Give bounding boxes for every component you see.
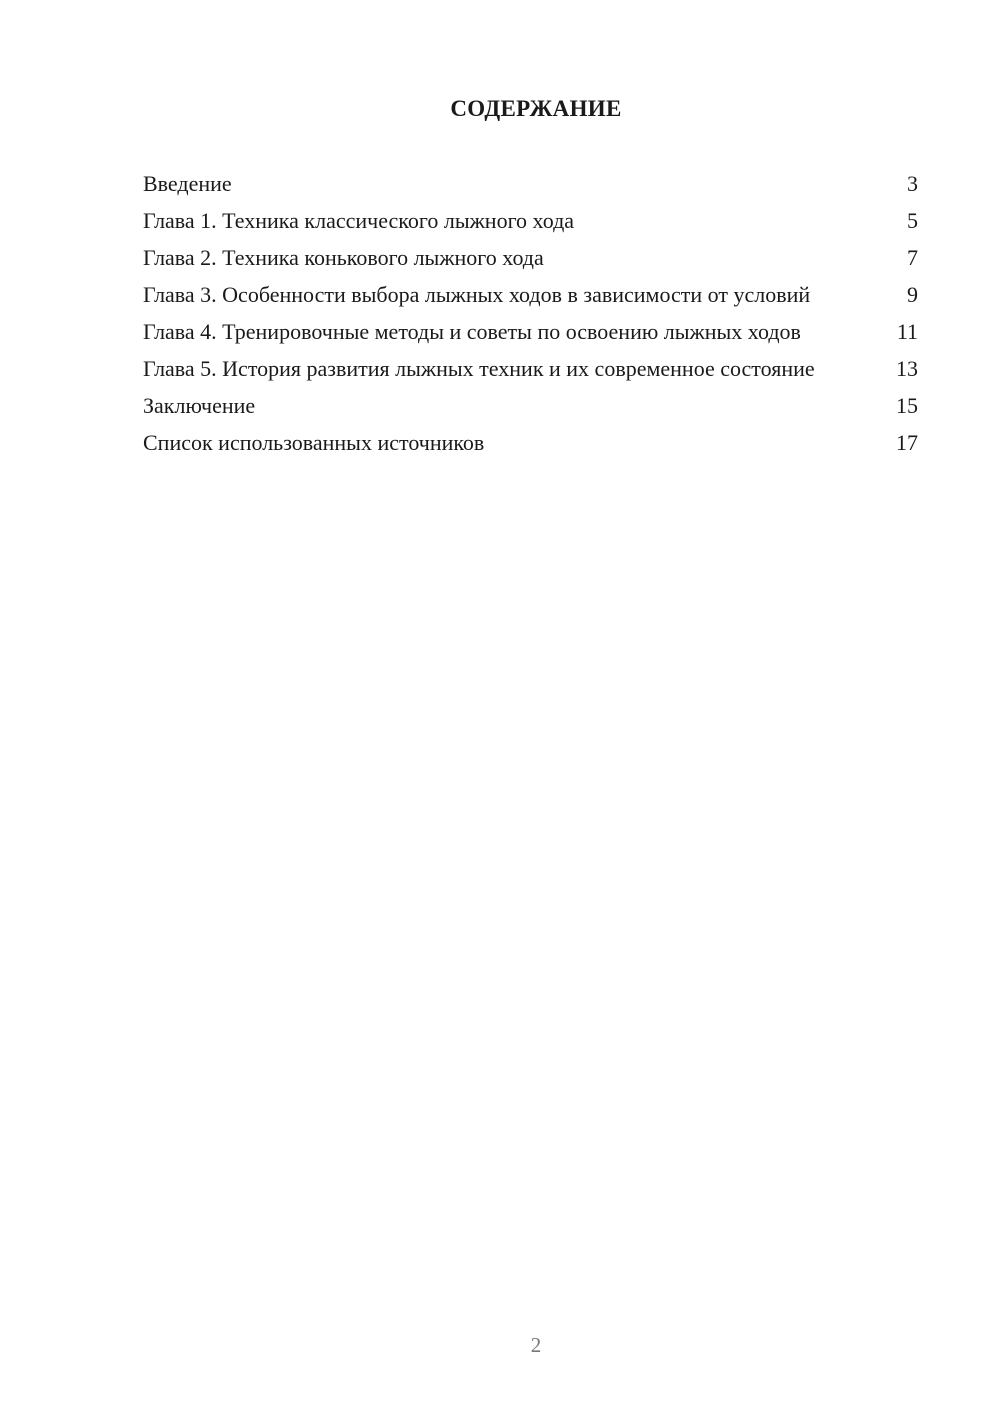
toc-entry-label: Глава 2. Техника конькового лыжного хода xyxy=(143,245,544,270)
toc-entry xyxy=(143,207,918,234)
toc-entry-page: 13 xyxy=(896,356,918,381)
toc-entry-label: Глава 1. Техника классического лыжного хода xyxy=(143,208,575,233)
toc-entry xyxy=(143,170,918,197)
toc-entry-page: 17 xyxy=(896,430,918,455)
toc-entry xyxy=(143,318,918,345)
toc-title: СОДЕРЖАНИЕ xyxy=(450,96,622,121)
toc-entry-page: 5 xyxy=(907,208,918,233)
toc-entry xyxy=(143,281,918,308)
table-of-contents xyxy=(143,170,918,466)
toc-entry-page: 9 xyxy=(907,282,918,307)
toc-entry xyxy=(143,429,918,456)
toc-entry xyxy=(143,355,918,382)
toc-entry-page: 15 xyxy=(896,393,918,418)
toc-entry xyxy=(143,244,918,271)
toc-entry-page: 7 xyxy=(907,245,918,270)
toc-entry-label: Заключение xyxy=(143,393,256,418)
toc-entry-label: Введение xyxy=(143,171,232,196)
toc-entry-label: Глава 3. Особенности выбора лыжных ходов в зависимости от условий xyxy=(143,282,811,307)
toc-entry-label: Список использованных источников xyxy=(143,430,485,455)
toc-entry-page: 3 xyxy=(907,171,918,196)
toc-entry-label: Глава 5. История развития лыжных техник и их современное состояние xyxy=(143,356,815,381)
toc-entry-label: Глава 4. Тренировочные методы и советы по освоению лыжных ходов xyxy=(143,319,801,344)
toc-entry-page: 11 xyxy=(896,319,918,344)
toc-entry xyxy=(143,392,918,419)
page-number: 2 xyxy=(530,1333,542,1357)
